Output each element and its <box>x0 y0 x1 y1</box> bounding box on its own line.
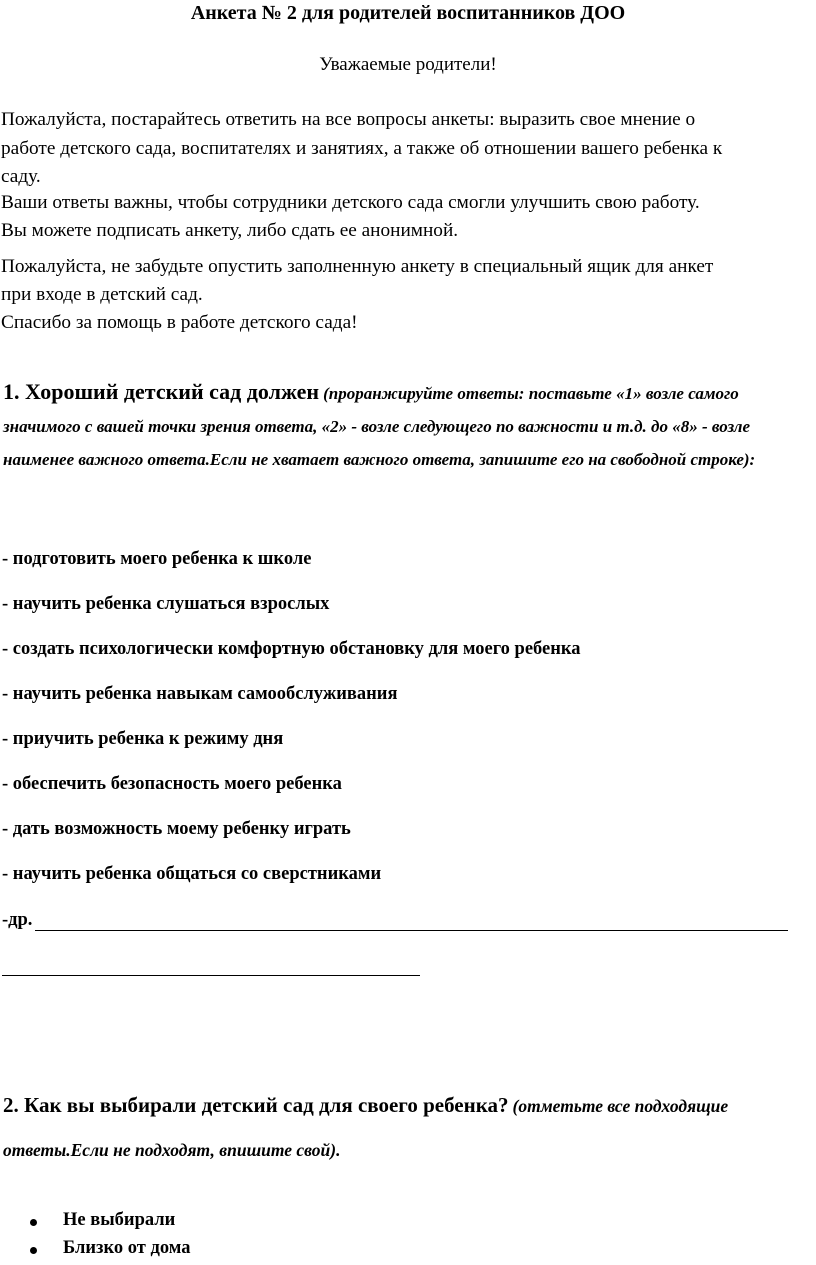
option-item: - научить ребенка общаться со сверстниками <box>2 864 382 884</box>
bullet-icon <box>30 1219 37 1226</box>
answer-line[interactable] <box>2 975 420 976</box>
intro-line: Спасибо за помощь в работе детского сада! <box>1 312 358 333</box>
option-item: - создать психологически комфортную обстановку для моего ребенка <box>2 639 581 659</box>
question-2-hint: (отметьте все подходящие ответы.Если не подходят, впишите свой). <box>3 1096 729 1160</box>
option-item: - научить ребенка навыкам самообслуживания <box>2 684 398 704</box>
question-1-title: 1. Хороший детский сад должен <box>3 379 320 404</box>
intro-line: саду. <box>1 166 41 187</box>
other-label: -др. <box>2 910 33 930</box>
option-item: - дать возможность моему ребенку играть <box>2 819 351 839</box>
option-item: - подготовить моего ребенка к школе <box>2 549 312 569</box>
intro-line: работе детского сада, воспитателях и занятиях, а также об отношении вашего ребенка к <box>1 138 723 159</box>
option-item: - обеспечить безопасность моего ребенка <box>2 774 342 794</box>
list-item: Близко от дома <box>63 1238 191 1258</box>
question-2-title: 2. Как вы выбирали детский сад для своего ребенка? <box>3 1093 509 1117</box>
answer-line[interactable] <box>35 930 788 931</box>
question-2 <box>3 1084 811 1173</box>
page-title: Анкета № 2 для родителей воспитанников ДОО <box>190 2 626 24</box>
intro-line: Пожалуйста, не забудьте опустить заполненную анкету в специальный ящик для анкет <box>1 256 714 277</box>
intro-line: при входе в детский сад. <box>1 284 203 305</box>
option-item: - приучить ребенка к режиму дня <box>2 729 284 749</box>
list-item: Не выбирали <box>63 1210 176 1230</box>
bullet-icon <box>30 1247 37 1254</box>
intro-line: Пожалуйста, постарайтесь ответить на все вопросы анкеты: выразить свое мнение о <box>1 109 696 130</box>
intro-line: Вы можете подписать анкету, либо сдать ее анонимной. <box>1 220 459 241</box>
greeting: Уважаемые родители! <box>319 54 497 75</box>
question-1 <box>3 376 811 477</box>
intro-line: Ваши ответы важны, чтобы сотрудники детского сада смогли улучшить свою работу. <box>1 192 700 213</box>
question-1-hint: (проранжируйте ответы: поставьте «1» возле самого значимого с вашей точки зрения ответа, «2» - возле следующего по важности и т.д. до «8» - возле наименее важного ответа.Если не хватает важного ответа, запишите его на свободной строке): <box>3 384 756 469</box>
option-item: - научить ребенка слушаться взрослых <box>2 594 330 614</box>
